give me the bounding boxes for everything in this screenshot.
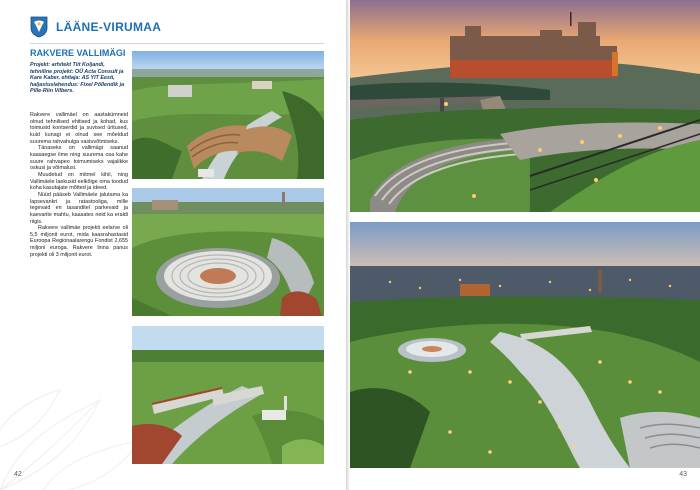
body-paragraph: Rakvere vallimäel on aastakümneid olnud tehnilised ehitised ja kohad, kus toimusid kontserdid ja suvised üritused, kuid kunagi ei olnud see mõeldud suurema rahvahulga vastuvõtmiseks.: [30, 112, 128, 145]
photo-circular-stage: [132, 188, 324, 316]
page-header: [30, 14, 161, 40]
page-number: 42: [14, 471, 22, 478]
body-paragraph: Rakvere vallimäe projekti eelarve oli 5,5 miljonit eurot, mida kaasrahastasid Euroopa Regionaalarengu Fondist 2,655 miljoni euroga. Rakvere linna panus projekti oli 3 miljonit eurot.: [30, 225, 128, 258]
header-divider: [30, 43, 324, 44]
body-paragraph: Muudetud on mitmel kihil, ning Vallimäele laekusid eelkõige oma toodud koha kasutajate mõtted ja ideed.: [30, 171, 128, 192]
photo-walkway-bridges: [132, 326, 324, 464]
photo-aerial-amphitheatre: [132, 51, 324, 179]
region-title: LÄÄNE-VIRUMAA: [56, 20, 162, 34]
article-title: RAKVERE VALLIMÄGI: [30, 48, 126, 58]
leaf-watermark-icon: [0, 360, 150, 490]
left-page: [0, 0, 346, 490]
page-number: 43: [679, 471, 687, 478]
article-body: [30, 112, 128, 258]
project-credits: Projekt: arhitekt Tiit Koljandi, tehniline projekt: OÜ Acta Consult ja Kare Kaber, ehitaja: AS YIT Eesti, haljastuslahendus: Fixel Põllendik ja Pille-Riin Vilbers.: [30, 62, 125, 95]
body-paragraph: Tänaseks on vallimägi saanud kaasaegse ilme ning suurema osa kahe suure rahvapeo toimumiseks vajalikke oskusi ja võimalusi.: [30, 145, 128, 172]
coat-of-arms-icon: [30, 16, 48, 38]
right-page: [350, 0, 700, 490]
body-paragraph: Nüüd pääseb Vallimäele jalutama ka lapsevankri ja ratastooliga, mille tegevaid eri tasanditel parkevaid ja kaevarite mahtu, kaasates neid ka eraldi riigis.: [30, 191, 128, 225]
photo-castle-sunset: [350, 0, 700, 212]
photo-evening-aerial: [350, 222, 700, 468]
